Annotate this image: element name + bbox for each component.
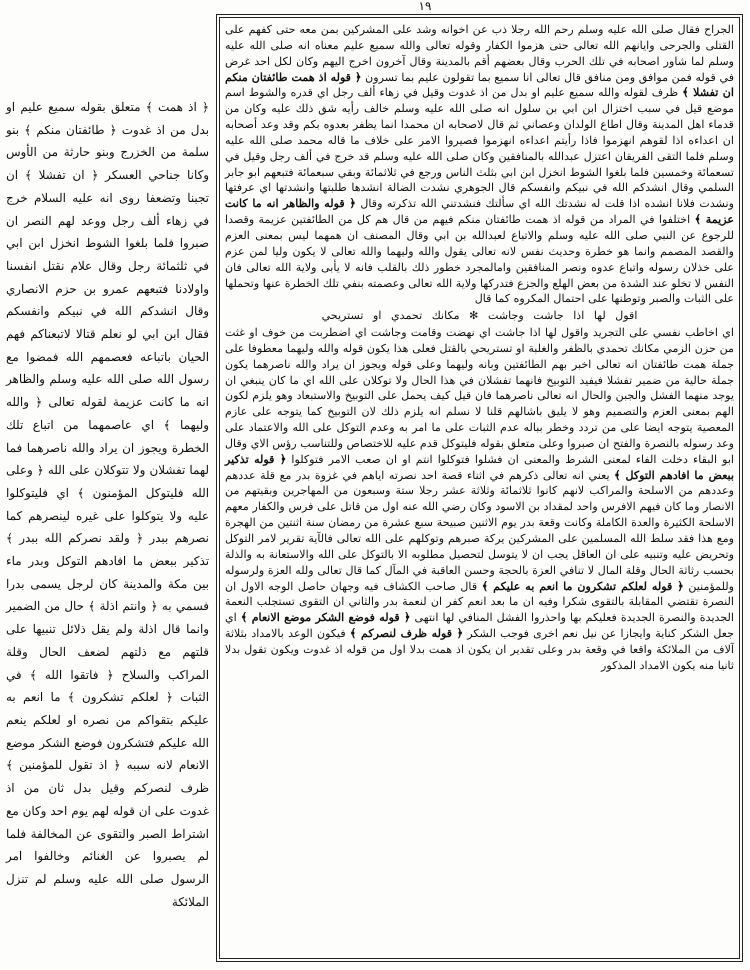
commentary-text: فيكون الوعد بالامداد بثلاثة آلاف من الملائكة واقعا في وقعة بدر وعلى تقدير ان يكون اذ همت بدلا اول من قوله اذ غدوت ويكون تقول بدلا ثانيا منه يكون الامداد المذكور — [225, 627, 734, 672]
commentary-text: اي جعل الشكر كناية وايجازا عن نيل نعم اخرى فوجب الشكر — [225, 611, 734, 641]
main-commentary-column — [219, 17, 740, 959]
margin-tafsir-column — [6, 96, 209, 909]
commentary-text: اختلفوا في المراد من قوله اذ همت طائفتان منكم فيهم من قال هم كل من الطائفتين عزيمة وقصدا للرجوع عن النبي صلى الله عليه وسلم والاتباع لعبدالله بن ابي وقال المصنف ان همهما ليس بمعنى العزم والقصد المصمم وانما هو خطرة وحديث نفس لانه تعالى يقول والله وليهما والله تعالى لا يكون وليا لمن عزم على خذلان رسوله واتباع عدوه ونصر المنافقين وامالمجرد خطور ذلك بالقلب فانه لا يأبى ولاية الله تعالى فان النفس لا تخلو عند الشدة من بعض الهلع والجزع فتدركها ولاية الله تعالى وعصمته بنفي تلك الخطرة عنها وتحملها على الثبات والصبر وتوطنها على احتمال المكروه كما قال — [225, 213, 734, 306]
commentary-paragraph — [225, 325, 734, 674]
commentary-text: اي اخاطب نفسي على التجريد واقول لها اذا جاشت اي نهضت وقامت وجاشت اي اضطربت من خوف او غثت من حزن الزمي مكانك تحمدي بالظفر والغلبة او تستريحي بالقتل فعلى هذا يكون قوله والله وليهما معطوفا على جملة همت طائفتان انه تعالى اخبر بهم الطائفتين وبانه وليهما وعلى قوله ويجوز ان يراد والله ناصرهما يكون جملة حالية من ضمير تفشلا فيفيد التوبيخ فانهما تفشلان في هذا الحال ولا توكلان على الله اي ما كان ينبغي ان يوجد منهما الفشل والجبن والحال انه تعالى ناصرهما فان قيل كيف يحمل على التوبيخ والاستبعاد وهو يلزم لكون الهم بمعنى العزم والتصميم وهو لا يليق باشالهم قلنا لا نسلم انه يلزم ذلك لان التوبيخ كما يتوجه على عازم المعصية يتوجه ايضا على من تردد وخطر بباله عدم الثبات على ما امر به وعدم التوكل على الله والاعتماد على وعد رسوله بالنصرة والفتح ان صبروا وعلى متعلق بقوله فليتوكل قدم عليه للاختصاص وللتناسب رؤس الاي وقال ابو البقاء دخلت الفاء لمعنى الشرط والمعنى ان فشلوا فتوكلوا انتم او ان صعب الامر فتوكلوا — [225, 326, 734, 466]
verse-separator: ✻ — [469, 309, 479, 323]
verse-hemistich-second: مكانك تحمدي او تستريحي — [321, 309, 460, 323]
quoted-phrase: ﴿ قوله ظرف لنصركم ﴾ — [349, 627, 464, 641]
poetry-verse — [225, 308, 734, 324]
commentary-text: الجراح فقال صلى الله عليه وسلم رحم الله رجلا ذب عن اخوانه وشد على المشركين بمن معه حتى كفهم على القتلى والجرحى وايانهم الله تعالى حتى هزموا الكفار وقوله تعالى والله سميع عليم معناه انه صلى الله عليه وسلم لما شاور اصحابه في تلك الحرب وقال بعضهم أقم بالمدينة وقال آخرون اخرج اليهم وكان لكل احد غرض في قوله فمن موافق ومن منافق قال تعالى انا سميع بما تقولون عليم بما تسرون — [225, 23, 734, 84]
quoted-phrase: ﴿ قوله والظاهر انه ما كانت عزيمة ﴾ — [225, 197, 734, 227]
commentary-text: قال صاحب الكشاف فيه وجهان حاصل الوجه الاول ان النصرة تقتضي المقابلة بالتقوى شكرا وفيه ان ما بعد انعم كفر ان لنعمة بدر والثاني ان التقوى تستجلب النعمة الجديدة والنصرة الجديدة فعليكم بها واحذروا الفشل المنافي لها انتهى — [225, 579, 734, 625]
quoted-phrase: ﴿ قوله لعلكم تشكرون ما انعم به عليكم ﴾ — [481, 579, 684, 593]
commentary-text: ظرف لقوله والله سميع عليم او بدل من اذ غدوت وقيل في زهاء ألف رجل اي قدره والشوط اسم موضع قيل في سبب اختزال ابن ابي بن سلول انه صلى الله عليه وسلم خالف رأيه شق ذلك عليه وكان من قدماء اهل المدينة وقال اطاع الولدان وعصاني ثم قال لاصحابه ان محمدا انما يظفر بعدوه بكم وقد وعد أصحابه ان اعداءه اذا لقوهم انهزموا فاذا رأيتم اعداءه انهزموا فصيروا الامر على خلاف ما قاله محمد صلى الله عليه وسلم فلما التقى الفريقان اعتزل عبدالله بالمنافقين وكان صلى الله عليه وسلم قد خرج في ألف رجل وقيل في تسعمائة وخمسين فلما بلغوا الشوط انخزل ابن ابي بثلث الناس ورجع في ثلاثمائة وبقي سبعمائة فتبعهم ابو جابر السلمي وقال انشدكم الله في نبيكم وانفسكم قال الجوهري نشدت الضالة انشدها طلبتها وانشدتها اي عرفتها ونشدت فلانا انشده اذا قلت له نشدتك الله اي سألتك فنشدتني الله تذكرته وقال — [225, 86, 734, 211]
margin-tafsir-text: ﴿ اذ همت ﴾ متعلق بقوله سميع عليم او بدل من اذ غدوت ﴿ طائفتان منكم ﴾ بنو سلمة من الخزرج وبنو حارثة من الأوس وكانا جناحي العسكر ﴿ ان تفشلا ﴾ ان تجبنا وتضعفا روى انه عليه السلام خرج في زهاء ألف رجل ووعد لهم النصر ان صبروا فلما بلغوا الشوط انخزل ابن ابي في ثلثمائة رجل وقال علام نقتل انفسنا واولادنا فتبعهم عمرو بن حزم الانصاري وقال انشدكم الله في نبيكم وانفسكم فقال ابن ابي لو نعلم قتالا لاتبعناكم فهم الحيان باتباعه فعصمهم الله فمضوا مع رسول الله صلى الله عليه وسلم والظاهر انه ما كانت عزيمة لقوله تعالى ﴿ والله وليهما ﴾ اي عاصمهما من اتباع تلك الخطرة ويجوز ان يراد والله ناصرهما فما لهما تفشلان ولا تتوكلان على الله ﴿ وعلى الله فليتوكل المؤمنون ﴾ اي فليتوكلوا عليه ولا يتوكلوا على غيره لينصرهم كما نصرهم ببدر ﴿ ولقد نصركم الله ببدر ﴾ تذكير ببعض ما افادهم التوكل وبدر ماء بين مكة والمدينة كان لرجل يسمى بدرا فسمي به ﴿ وانتم اذلة ﴾ حال من الضمير وانما قال اذلة ولم يقل ذلائل تنبيها على قلتهم مع ذلتهم لضعف الحال وقلة المراكب والسلاح ﴿ فاتقوا الله ﴾ في الثبات ﴿ لعلكم تشكرون ﴾ ما انعم به عليكم بتقواكم من نصره او لعلكم ينعم الله عليكم فتشكرون فوضع الشكر موضع الانعام لانه سببه ﴿ اذ تقول للمؤمنين ﴾ ظرف لنصركم وقيل بدل ثان من اذ غدوت على ان قوله لهم يوم احد وكان مع اشتراط الصبر والتقوى عن المخالفة فلما لم يصبروا عن الغنائم وخالفوا امر الرسول صلى الله عليه وسلم لم تنزل الملائكة — [6, 100, 209, 909]
commentary-paragraph — [225, 22, 734, 307]
main-commentary-text — [225, 22, 734, 674]
page-number: ١٩ — [418, 0, 432, 13]
quoted-phrase: ﴿ قوله فوضع الشكر موضع الانعام ﴾ — [240, 611, 411, 625]
quoted-phrase: ﴿ قوله اذ همت طائفتان منكم ان تفشلا ﴾ — [225, 70, 734, 100]
commentary-text: يعني انه تعالى ذكرهم في اثناء قصة احد نصرته اياهم في غزوة بدر مع قلة عددهم وعددهم من الاسلحة والمراكب لانهم كانوا ثلاثمائة وثلاثة عشر رجلا ستة وسبعون من المهاجرين وبقيتهم من الانصار وما كان فيهم الافرس واحد لمقداد بن الاسود وكان رضي الله عنه اول من قاتل على فرس والكفار معهم الاسلحة الكثيرة والعدة الكاملة وكانت وقعة بدر يوم الاثنين صبيحة سبع عشرة من رمضان سنة اثنتين من الهجرة ومع هذا فقد سلط الله المسلمين على المشركين يركة صبرهم وتوكلهم على الله تعالى فالآية تقرير لامر التوكل وتحريض عليه وتنبيه على ان العاقل يجب ان لا يتوسل لتحصيل مطلوبه الا بالتوكل على الله والاستعانة به والذلة بحسب رثاثة الحال وقلة المال لا تنافي العزة بالحجة وحسن العاقبة في المآل كما قال تعالى ولله العزة ولرسوله وللمؤمنين — [225, 468, 734, 593]
quoted-phrase: ﴿ قوله تذكير ببعض ما افادهم التوكل ﴾ — [225, 452, 734, 482]
verse-hemistich-first: اقول لها اذا جاشت وجاشت — [487, 309, 638, 323]
